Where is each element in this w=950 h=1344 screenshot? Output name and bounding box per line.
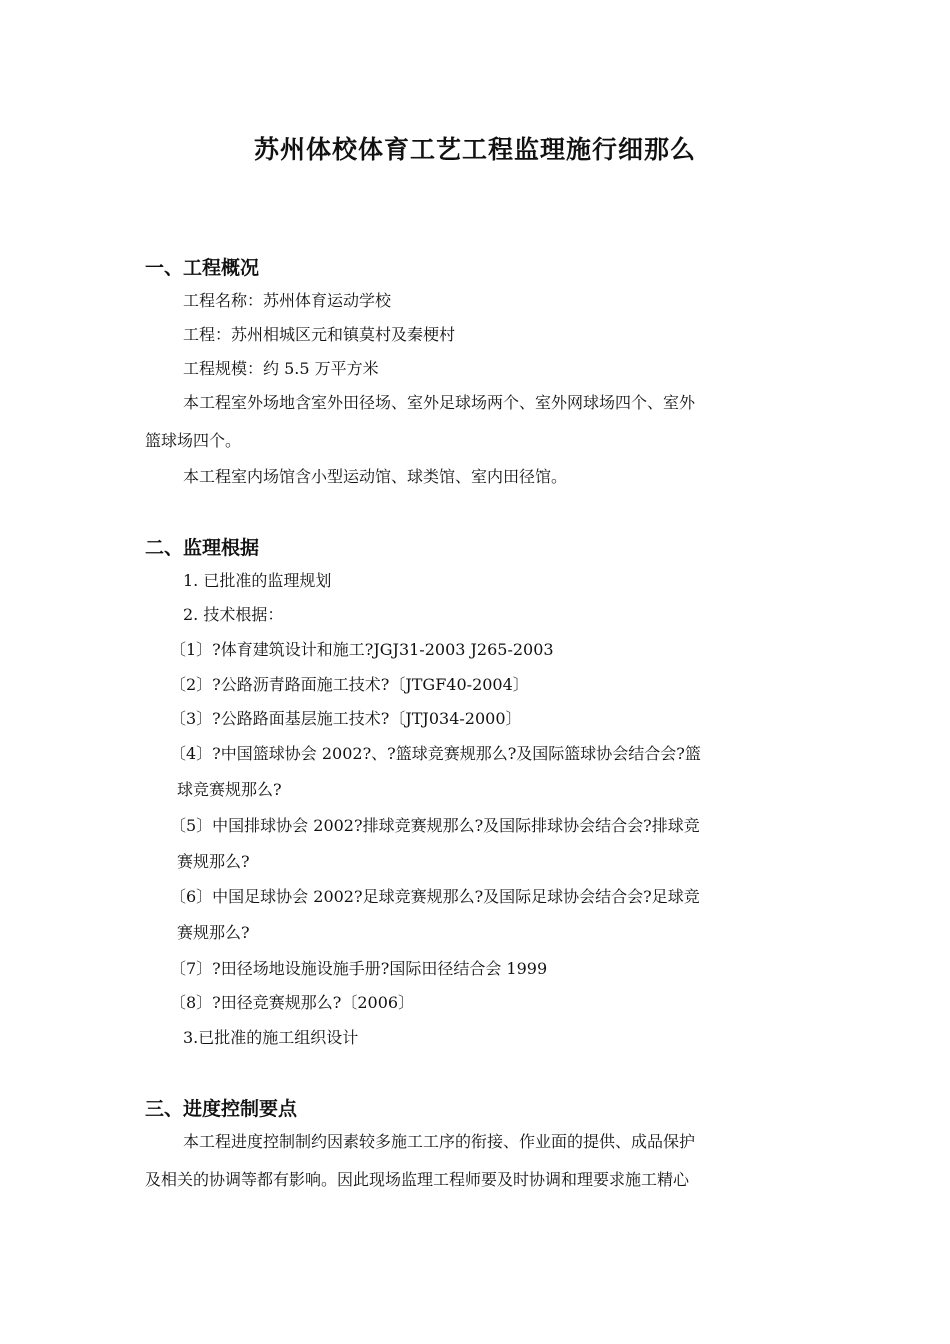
basis-item-2: 2. 技术根据： [183,605,284,624]
indoor-paragraph: 本工程室内场馆含小型运动馆、球类馆、室内田径馆。 [183,467,568,486]
section-heading-basis: 二、监理根据 [145,537,260,559]
tech-ref-3: 〔3〕?公路路面基层施工技术?〔JTJ034-2000〕 [170,709,522,728]
schedule-line-2: 及相关的协调等都有影响。因此现场监理工程师要及时协调和理要求施工精心 [145,1170,690,1189]
tech-ref-4-line-2: 球竞赛规那么? [177,780,282,799]
tech-ref-6-line-1: 〔6〕中国足球协会 2002?足球竞赛规那么?及国际足球协会结合会?足球竞 [170,887,700,906]
outdoor-line-1: 本工程室外场地含室外田径场、室外足球场两个、室外网球场四个、室外 [183,393,696,412]
outdoor-line-2: 篮球场四个。 [145,431,242,450]
tech-ref-5-line-2: 赛规那么? [177,852,250,871]
page-title: 苏州体校体育工艺工程监理施行细那么 [253,135,696,164]
project-location: 工程：苏州相城区元和镇莫村及秦梗村 [183,325,456,344]
tech-ref-8: 〔8〕?田径竞赛规那么?〔2006〕 [170,993,415,1012]
basis-item-3: 3.已批准的施工组织设计 [183,1028,359,1047]
tech-ref-4-line-1: 〔4〕?中国篮球协会 2002?、?篮球竞赛规那么?及国际篮球协会结合会?篮 [170,744,701,763]
project-scale: 工程规模：约 5.5 万平方米 [183,359,379,378]
tech-ref-2: 〔2〕?公路沥青路面施工技术?〔JTGF40-2004〕 [170,675,529,694]
tech-ref-6-line-2: 赛规那么? [177,923,250,942]
tech-ref-7: 〔7〕?田径场地设施设施手册?国际田径结合会 1999 [170,959,548,978]
tech-ref-5-line-1: 〔5〕中国排球协会 2002?排球竞赛规那么?及国际排球协会结合会?排球竞 [170,816,700,835]
basis-item-1: 1. 已批准的监理规划 [183,571,332,590]
project-name: 工程名称：苏州体育运动学校 [183,291,392,310]
section-heading-schedule: 三、进度控制要点 [145,1098,298,1120]
section-heading-overview: 一、工程概况 [145,257,260,279]
schedule-line-1: 本工程进度控制制约因素较多施工工序的衔接、作业面的提供、成品保护 [183,1132,696,1151]
tech-ref-1: 〔1〕?体育建筑设计和施工?JGJ31-2003 J265-2003 [170,640,554,659]
